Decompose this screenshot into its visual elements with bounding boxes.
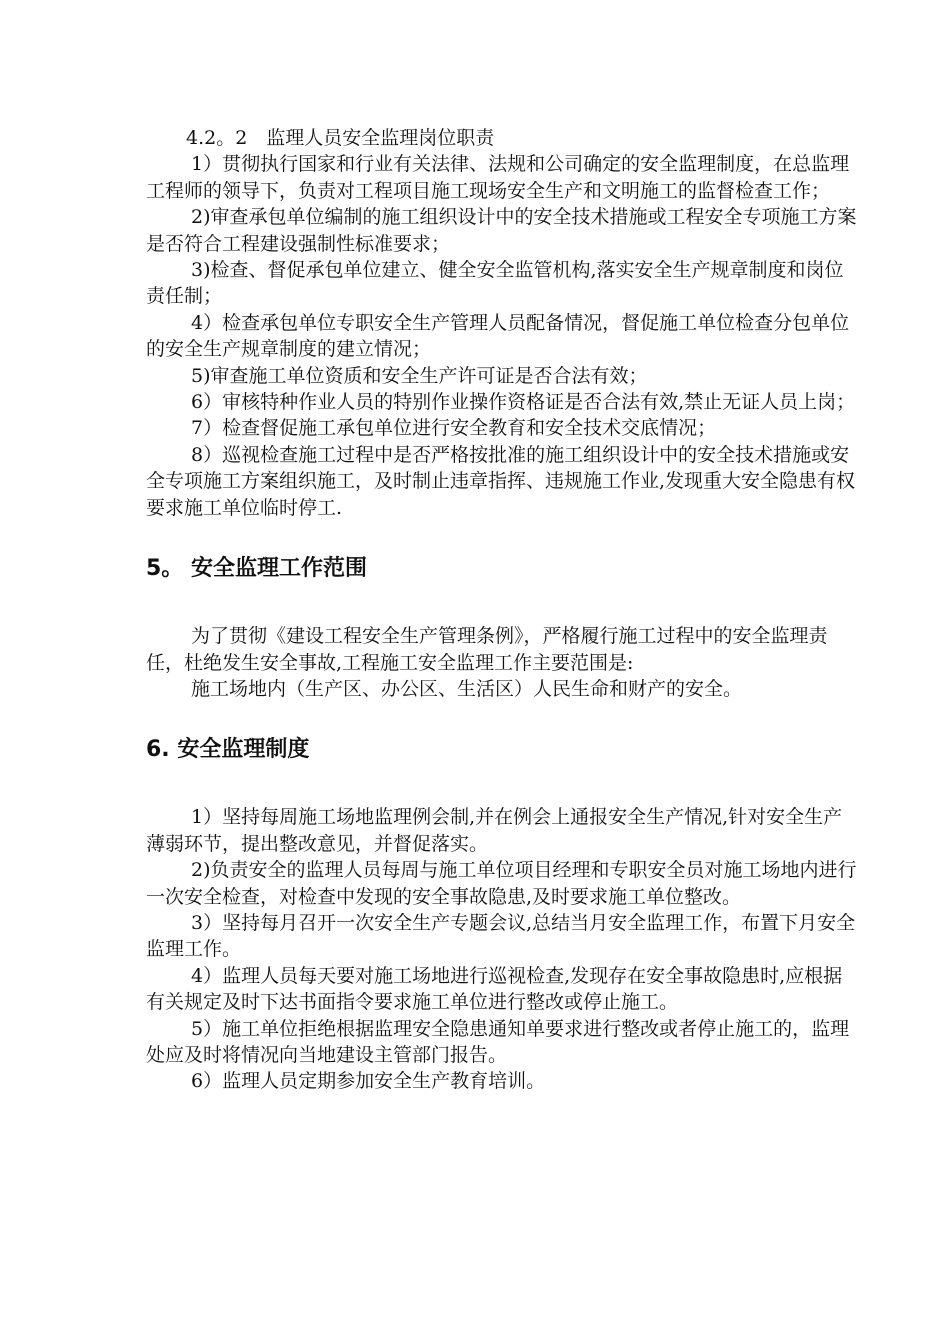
list-item: 1）贯彻执行国家和行业有关法律、法规和公司确定的安全监理制度，在总监理工程师的领导下，负责对工程项目施工现场安全生产和文明施工的监督检查工作； [146, 153, 850, 202]
list-item: 3）坚持每月召开一次安全生产专题会议,总结当月安全监理工作，布置下月安全监理工作。 [146, 911, 856, 961]
list-item: 3)检查、督促承包单位建立、健全安全监管机构,落实安全生产规章制度和岗位责任制； [146, 259, 844, 308]
list-item: 5)审查施工单位资质和安全生产许可证是否合法有效； [191, 364, 648, 387]
list-item: 4）监理人员每天要对施工场地进行巡视检查,发现存在安全事故隐患时,应根据有关规定及时下达书面指令要求施工单位进行整改或停止施工。 [146, 964, 843, 1014]
subheading-4-2-2: 4.2。2 监理人员安全监理岗位职责 [186, 127, 495, 149]
list-item: 6）监理人员定期参加安全生产教育培训。 [191, 1070, 546, 1093]
list-item: 1）坚持每周施工场地监理例会制,并在例会上通报安全生产情况,针对安全生产薄弱环节，提出整改意见，并督促落实。 [146, 806, 843, 855]
list-item: 4）检查承包单位专职安全生产管理人员配备情况，督促施工单位检查分包单位的安全生产规章制度的建立情况； [146, 311, 850, 361]
section-heading-5: 5。 安全监理工作范围 [146, 556, 367, 582]
list-item: 8）巡视检查施工过程中是否严格按批准的施工组织设计中的安全技术措施或安全专项施工方案组织施工，及时制止违章指挥、违规施工作业,发现重大安全隐患有权要求施工单位临时停工. [146, 443, 856, 519]
list-item: 7）检查督促施工承包单位进行安全教育和安全技术交底情况； [191, 417, 717, 440]
paragraph: 为了贯彻《建设工程安全生产管理条例》，严格履行施工过程中的安全监理责任，杜绝发生安全事故,工程施工安全监理工作主要范围是: [146, 625, 828, 674]
section-heading-6: 6. 安全监理制度 [146, 737, 310, 763]
list-item: 2)审查承包单位编制的施工组织设计中的安全技术措施或工程安全专项施工方案是否符合工程建设强制性标准要求； [146, 206, 857, 255]
list-item: 5）施工单位拒绝根据监理安全隐患通知单要求进行整改或者停止施工的，监理处应及时将情况向当地建设主管部门报告。 [146, 1017, 850, 1066]
list-item: 6）审核特种作业人员的特别作业操作资格证是否合法有效,禁止无证人员上岗； [191, 391, 856, 414]
list-item: 2)负责安全的监理人员每周与施工单位项目经理和专职安全员对施工场地内进行一次安全检查，对检查中发现的安全事故隐患,及时要求施工单位整改。 [146, 859, 857, 908]
document-page [146, 125, 858, 1095]
paragraph: 施工场地内（生产区、办公区、生活区）人民生命和财产的安全。 [191, 677, 743, 700]
